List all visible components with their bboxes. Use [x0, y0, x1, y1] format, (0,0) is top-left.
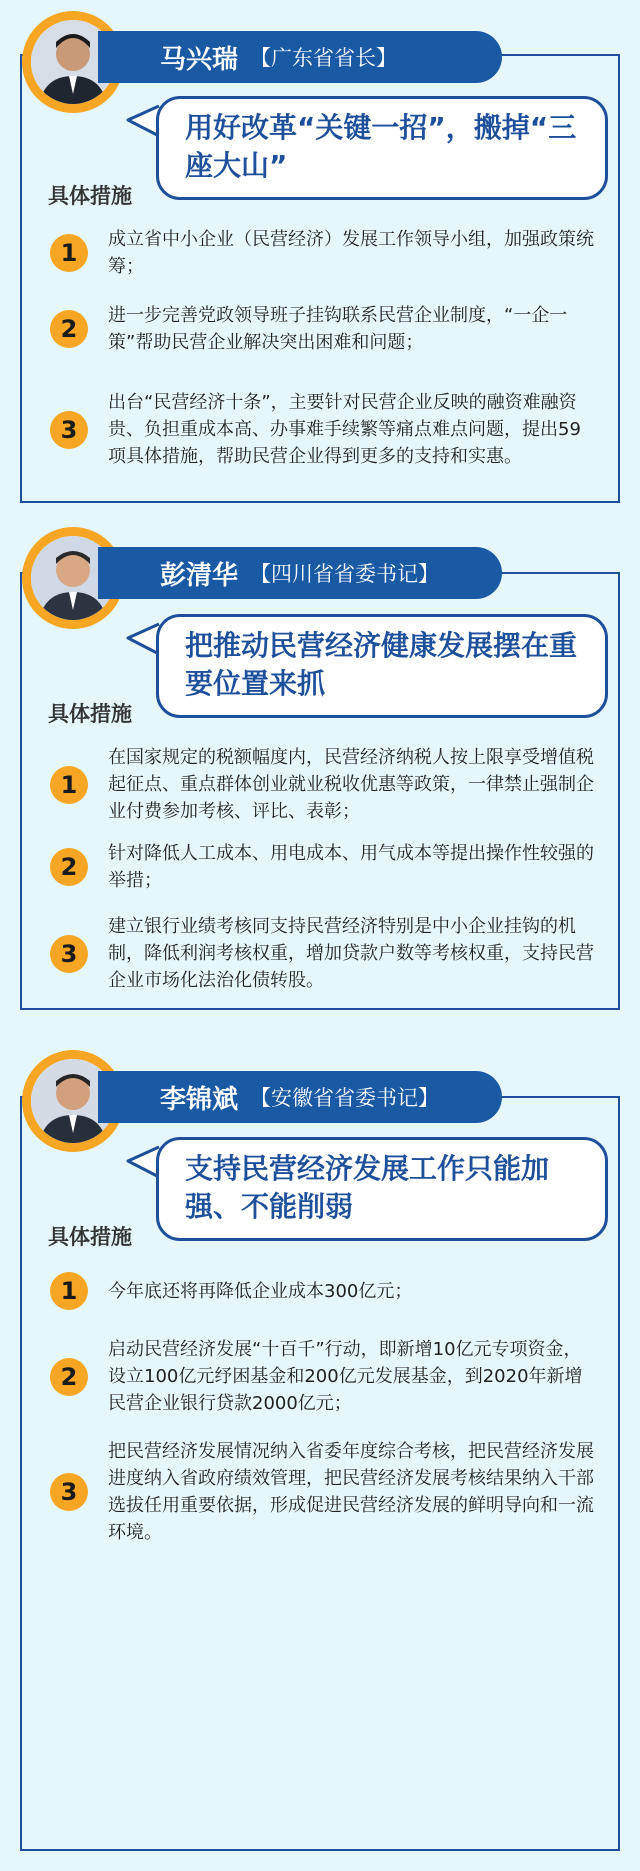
measure-item — [50, 1336, 600, 1417]
official-name: 马兴瑞 — [160, 44, 239, 75]
official-title: 【四川省省委书记】 — [250, 562, 440, 586]
measure-text: 建立银行业绩考核同支持民营经济特别是中小企业挂钩的机制，降低利润考核权重，增加贷款户数等考核权重，支持民营企业市场化法治化债转股。 — [108, 916, 594, 991]
measure-text: 今年底还将再降低企业成本300亿元； — [108, 1280, 413, 1302]
measure-item — [50, 389, 600, 470]
number-badge: 2 — [50, 848, 88, 886]
number-badge: 2 — [50, 1358, 88, 1396]
name-title-bar — [98, 31, 502, 83]
measure-text: 把民营经济发展情况纳入省委年度综合考核，把民营经济发展进度纳入省政府绩效管理，把民营经济发展考核结果纳入干部选拔任用重要依据，形成促进民营经济发展的鲜明导向和一流环境。 — [108, 1441, 594, 1543]
measure-item — [50, 744, 600, 825]
name-title-bar — [98, 547, 502, 599]
measure-text: 针对降低人工成本、用电成本、用气成本等提出操作性较强的举措； — [108, 843, 594, 891]
measure-item — [50, 302, 600, 356]
official-title: 【安徽省省委书记】 — [250, 1086, 440, 1110]
number-badge: 3 — [50, 935, 88, 973]
measure-text: 成立省中小企业（民营经济）发展工作领导小组，加强政策统筹； — [108, 229, 594, 277]
measures-label: 具体措施 — [48, 702, 132, 726]
official-title: 【广东省省长】 — [250, 46, 398, 70]
name-title-bar — [98, 1071, 502, 1123]
headline-bubble: 把推动民营经济健康发展摆在重要位置来抓 — [156, 614, 608, 718]
number-badge: 1 — [50, 766, 88, 804]
number-badge: 2 — [50, 310, 88, 348]
measure-text: 启动民营经济发展“十百千”行动，即新增10亿元专项资金，设立100亿元纾困基金和200亿元发展基金，到2020年新增民营企业银行贷款2000亿元； — [108, 1339, 583, 1414]
headline-bubble: 支持民营经济发展工作只能加强、不能削弱 — [156, 1137, 608, 1241]
number-badge: 3 — [50, 411, 88, 449]
measure-item — [50, 1438, 600, 1546]
measure-text: 进一步完善党政领导班子挂钩联系民营企业制度，“一企一策”帮助民营企业解决突出困难和问题； — [108, 305, 568, 353]
measure-item — [50, 226, 600, 280]
official-name: 李锦斌 — [160, 1084, 239, 1115]
measure-text: 出台“民营经济十条”，主要针对民营企业反映的融资难融资贵、负担重成本高、办事难手续繁等痛点难点问题，提出59项具体措施，帮助民营企业得到更多的支持和实惠。 — [108, 392, 581, 467]
measure-item — [50, 1272, 600, 1310]
measures-label: 具体措施 — [48, 184, 132, 208]
measure-text: 在国家规定的税额幅度内，民营经济纳税人按上限享受增值税起征点、重点群体创业就业税收优惠等政策，一律禁止强制企业付费参加考核、评比、表彰； — [108, 747, 594, 822]
number-badge: 1 — [50, 1272, 88, 1310]
measure-item — [50, 840, 600, 894]
measures-label: 具体措施 — [48, 1225, 132, 1249]
measure-item — [50, 913, 600, 994]
number-badge: 1 — [50, 234, 88, 272]
official-name: 彭清华 — [160, 560, 239, 591]
headline-bubble: 用好改革“关键一招”，搬掉“三座大山” — [156, 96, 608, 200]
number-badge: 3 — [50, 1473, 88, 1511]
